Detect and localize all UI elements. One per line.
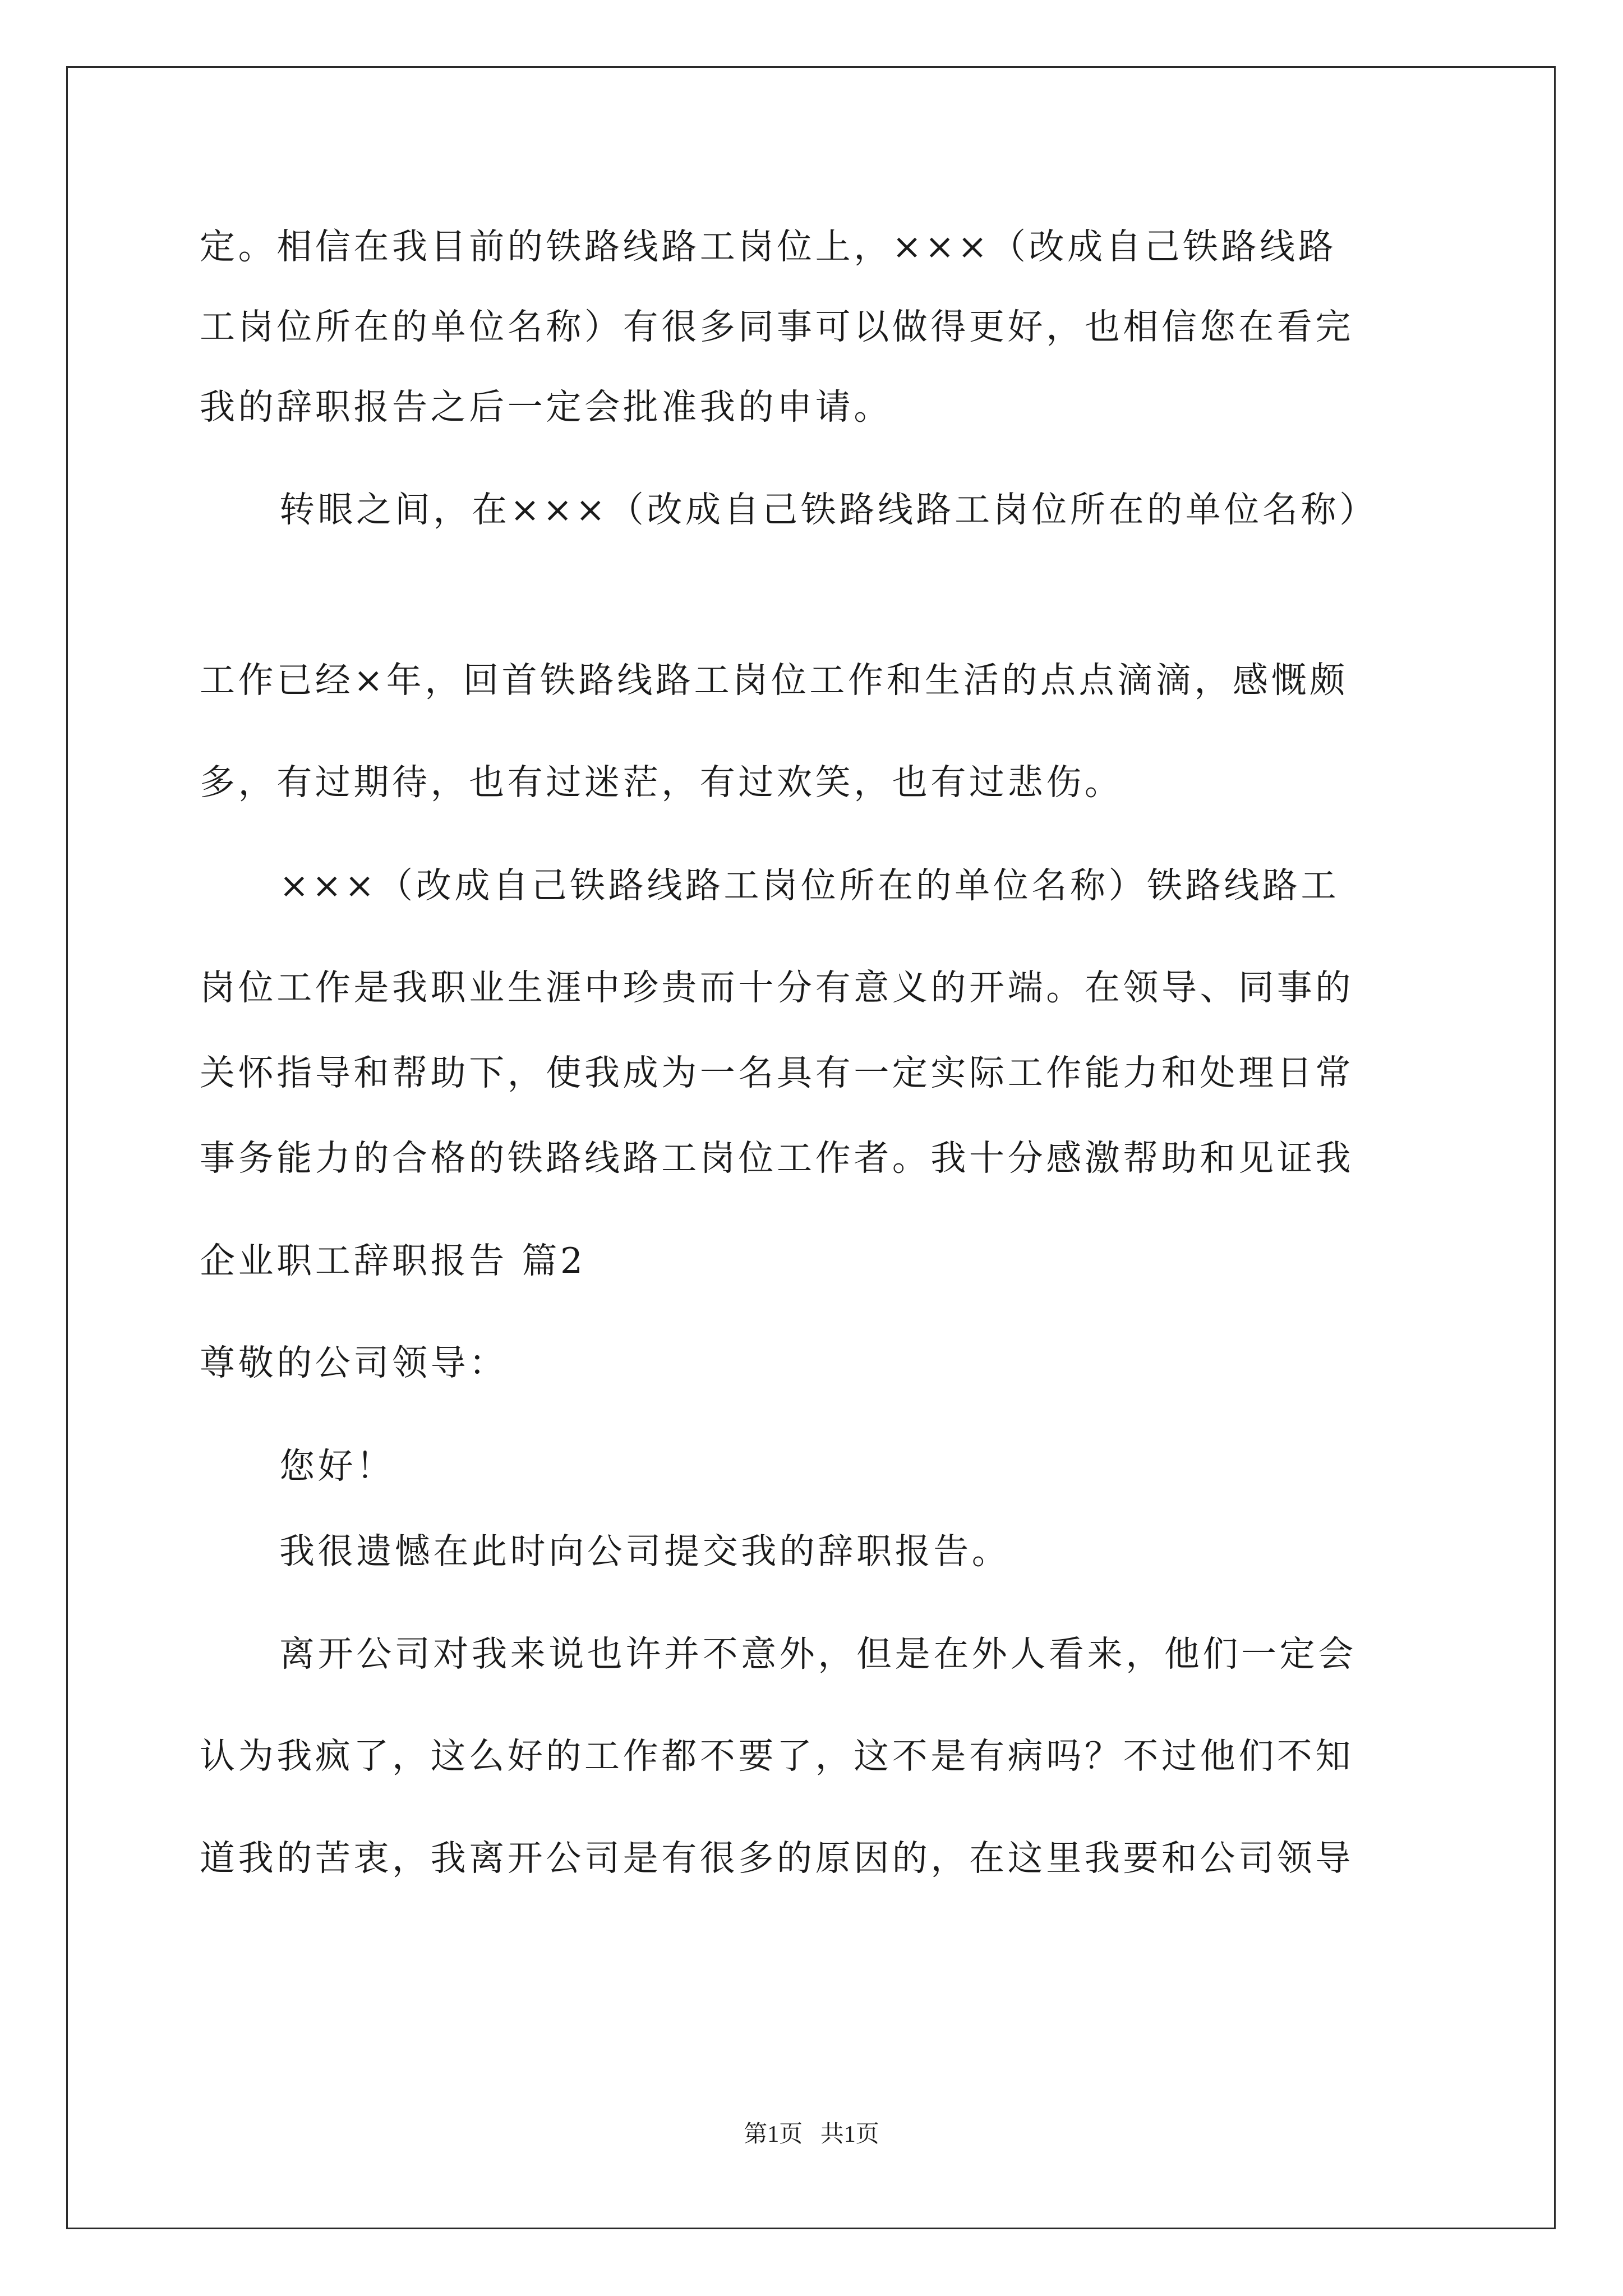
text-line: 我的辞职报告之后一定会批准我的申请。: [200, 386, 892, 427]
greeting: 您好！: [279, 1446, 395, 1487]
text-line: 认为我疯了，这么好的工作都不要了，这不是有病吗？不过他们不知: [200, 1736, 1354, 1777]
page-number: 第1页 共1页: [744, 2122, 879, 2147]
salutation: 尊敬的公司领导：: [200, 1342, 508, 1383]
text-line: 工作已经×年，回首铁路线路工岗位工作和生活的点点滴滴，感慨颇: [200, 660, 1348, 701]
text-line: ×××（改成自己铁路线路工岗位所在的单位名称）铁路线路工: [279, 865, 1340, 906]
text-line: 关怀指导和帮助下，使我成为一名具有一定实际工作能力和处理日常: [200, 1052, 1354, 1093]
text-line: 道我的苦衷，我离开公司是有很多的原因的，在这里我要和公司领导: [200, 1838, 1354, 1879]
text-line: 离开公司对我来说也许并不意外，但是在外人看来，他们一定会: [279, 1634, 1357, 1674]
section-heading: 企业职工辞职报告 篇2: [200, 1240, 586, 1281]
text-line: 多，有过期待，也有过迷茫，有过欢笑，也有过悲伤。: [200, 762, 1123, 803]
text-line: 定。相信在我目前的铁路线路工岗位上，×××（改成自己铁路线路: [200, 226, 1337, 267]
text-line: 工岗位所在的单位名称）有很多同事可以做得更好，也相信您在看完: [200, 306, 1354, 347]
text-line: 我很遗憾在此时向公司提交我的辞职报告。: [279, 1531, 1011, 1572]
text-line: 事务能力的合格的铁路线路工岗位工作者。我十分感激帮助和见证我: [200, 1138, 1354, 1179]
text-line: 岗位工作是我职业生涯中珍贵而十分有意义的开端。在领导、同事的: [200, 967, 1354, 1008]
text-line: 转眼之间，在×××（改成自己铁路线路工岗位所在的单位名称）: [279, 489, 1378, 530]
